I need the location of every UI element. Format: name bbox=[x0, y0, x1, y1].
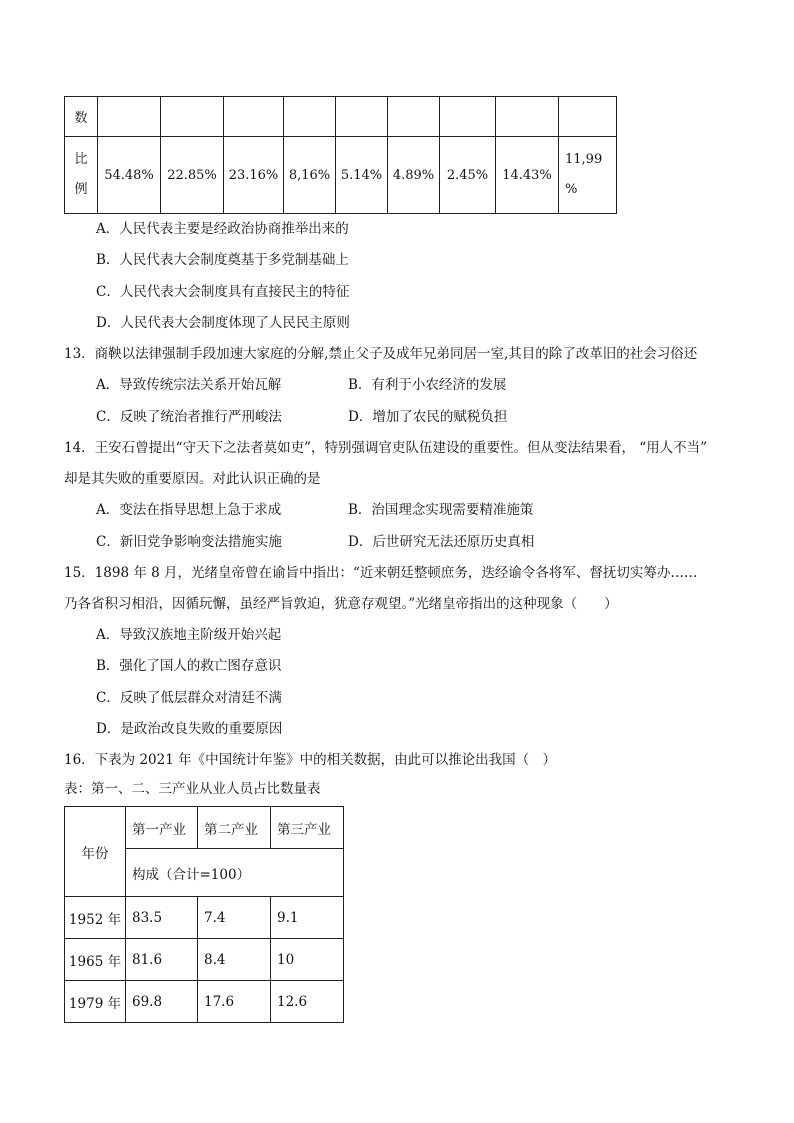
q15-option-b: B．强化了国人的救亡图存意识 bbox=[96, 658, 282, 674]
table-cell bbox=[559, 97, 617, 137]
q12-option-b: B．人民代表大会制度奠基于多党制基础上 bbox=[96, 252, 349, 268]
q14-option-d: D．后世研究无法还原历史真相 bbox=[348, 534, 535, 550]
q13-option-c: C．反映了统治者推行严刑峻法 bbox=[96, 409, 282, 425]
q12-option-a: A．人民代表主要是经政治协商推举出来的 bbox=[96, 221, 349, 237]
table-cell: 17.6 bbox=[198, 981, 271, 1023]
q15-option-d: D．是政治改良失败的重要原因 bbox=[96, 721, 283, 737]
table-row bbox=[65, 137, 617, 214]
q15-stem-line1: 15．1898 年 8 月，光绪皇帝曾在谕旨中指出：“近来朝廷整顿庶务，迭经谕令各将军、督抚切实筹办…… bbox=[64, 565, 698, 581]
table-cell: 81.6 bbox=[126, 939, 198, 981]
q15-stem-line2: 乃各省积习相沿，因循玩懈，虽经严旨敦迫，犹意存观望。”光绪皇帝指出的这种现象（ ） bbox=[64, 596, 618, 612]
table-cell bbox=[98, 97, 161, 137]
q16-stem: 16．下表为 2021 年《中国统计年鉴》中的相关数据，由此可以推论出我国（ ） bbox=[64, 752, 557, 768]
q14-option-c: C．新旧党争影响变法措施实施 bbox=[96, 534, 282, 550]
table-cell: 9.1 bbox=[271, 897, 344, 939]
year-cell: 1965 年 bbox=[65, 939, 126, 981]
table-cell: 12.6 bbox=[271, 981, 344, 1023]
table-cell: 8,16% bbox=[284, 137, 336, 214]
q13-option-d: D．增加了农民的赋税负担 bbox=[348, 409, 508, 425]
subheader-composition: 构成（合计=100） bbox=[126, 849, 344, 897]
q14-option-a: A．变法在指导思想上急于求成 bbox=[96, 502, 282, 518]
row-label-ratio-bottom: 例 bbox=[74, 182, 88, 197]
row-label-number: 数 bbox=[65, 97, 98, 137]
table-row bbox=[65, 939, 344, 981]
q13-stem: 13．商鞅以法律强制手段加速大家庭的分解,禁止父子及成年兄弟同居一室,其目的除了改革旧的社会习俗还 bbox=[64, 346, 698, 362]
table-cell: 69.8 bbox=[126, 981, 198, 1023]
table-row bbox=[65, 807, 344, 849]
header-tertiary: 第三产业 bbox=[271, 807, 344, 849]
table-cell: 4.89% bbox=[388, 137, 440, 214]
table-cell bbox=[388, 97, 440, 137]
year-header: 年份 bbox=[65, 807, 126, 897]
table-cell: 54.48% bbox=[98, 137, 161, 214]
header-secondary: 第二产业 bbox=[198, 807, 271, 849]
table-cell bbox=[336, 97, 388, 137]
q13-option-b: B．有利于小农经济的发展 bbox=[348, 377, 507, 393]
last-value-top: 11,99 bbox=[565, 152, 603, 167]
table-cell: 5.14% bbox=[336, 137, 388, 214]
q14-option-b: B．治国理念实现需要精准施策 bbox=[348, 502, 534, 518]
table-cell bbox=[559, 137, 617, 214]
table-cell: 10 bbox=[271, 939, 344, 981]
table-cell bbox=[224, 97, 284, 137]
table-cell: 23.16% bbox=[224, 137, 284, 214]
q13-option-a: A．导致传统宗法关系开始瓦解 bbox=[96, 377, 282, 393]
last-value-bottom: % bbox=[565, 182, 578, 197]
header-primary: 第一产业 bbox=[126, 807, 198, 849]
q15-option-c: C．反映了低层群众对清廷不满 bbox=[96, 690, 282, 706]
q15-option-a: A．导致汉族地主阶级开始兴起 bbox=[96, 627, 282, 643]
table-row bbox=[65, 897, 344, 939]
table-cell bbox=[440, 97, 496, 137]
year-cell: 1952 年 bbox=[65, 897, 126, 939]
table-cell bbox=[496, 97, 559, 137]
q12-option-c: C．人民代表大会制度具有直接民主的特征 bbox=[96, 284, 350, 300]
row-label-ratio bbox=[65, 137, 98, 214]
table-cell: 83.5 bbox=[126, 897, 198, 939]
table-cell bbox=[284, 97, 336, 137]
q14-stem-line1: 14．王安石曾提出“守天下之法者莫如吏”，特别强调官吏队伍建设的重要性。但从变法结果看， “用人不当” bbox=[64, 440, 708, 456]
table-cell bbox=[161, 97, 224, 137]
industry-employment-table bbox=[64, 806, 344, 1023]
table-caption: 表：第一、二、三产业从业人员占比数量表 bbox=[64, 781, 321, 797]
table-cell: 7.4 bbox=[198, 897, 271, 939]
table-row bbox=[65, 981, 344, 1023]
table-cell: 22.85% bbox=[161, 137, 224, 214]
year-cell: 1979 年 bbox=[65, 981, 126, 1023]
q12-option-d: D．人民代表大会制度体现了人民民主原则 bbox=[96, 315, 350, 331]
employment-ratio-table bbox=[64, 96, 617, 214]
q14-stem-line2: 却是其失败的重要原因。对此认识正确的是 bbox=[64, 471, 321, 487]
table-cell: 2.45% bbox=[440, 137, 496, 214]
table-cell: 8.4 bbox=[198, 939, 271, 981]
row-label-ratio-top: 比 bbox=[74, 152, 88, 167]
table-cell: 14.43% bbox=[496, 137, 559, 214]
table-row bbox=[65, 97, 617, 137]
